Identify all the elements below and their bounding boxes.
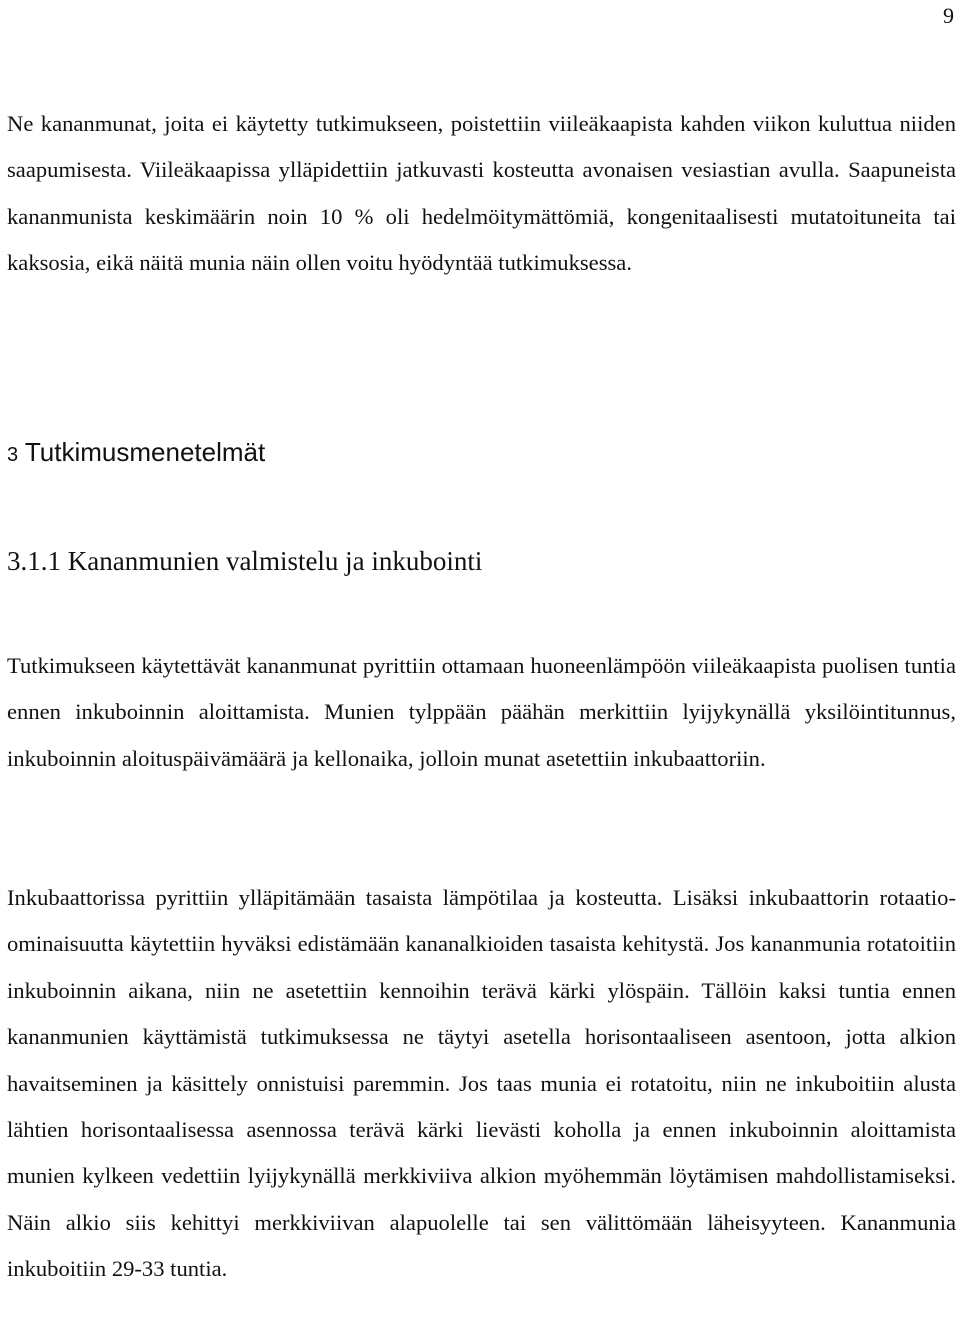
section-heading [7, 430, 265, 477]
section-number: 3 [7, 444, 19, 466]
page-number: 9 [943, 3, 954, 28]
paragraph-egg-preparation: Tutkimukseen käytettävät kananmunat pyrittiin ottamaan huoneenlämpöön viileäkaapista puolisen tuntia ennen inkuboinnin aloittamista. Munien tylppään päähän merkittiin lyijykynällä yksilöintitunnus, inkuboinnin aloituspäivämäärä ja kellonaika, jolloin munat asetettiin inkubaattoriin. [7, 653, 956, 771]
paragraph-incubation: Inkubaattorissa pyrittiin ylläpitämään tasaista lämpötilaa ja kosteutta. Lisäksi inkubaattorin rotaatio-ominaisuutta käytettiin hyväksi edistämään kananalkioiden tasaista kehitystä. Jos kananmunia rotatoitiin inkuboinnin aikana, niin ne asetettiin kennoihin terävä kärki ylöspäin. Tällöin kaksi tuntia ennen kananmunien käyttämistä tutkimuksessa ne täytyi asetella horisontaaliseen asentoon, jotta alkion havaitseminen ja käsittely onnistuisi paremmin. Jos taas munia ei rotatoitu, niin ne inkuboitiin alusta lähtien horisontaalisessa asennossa terävä kärki lievästi koholla ja ennen inkuboinnin aloittamista munien kylkeen vedettiin lyijykynällä merkkiviiva alkion myöhemmän löytämisen mahdollistamiseksi. Näin alkio siis kehittyi merkkiviivan alapuolelle tai sen välittömään läheisyyteen. Kananmunia inkuboitiin 29-33 tuntia. [7, 885, 956, 1282]
section-title: Tutkimusmenetelmät [24, 437, 266, 467]
subsection-heading: 3.1.1 Kananmunien valmistelu ja inkubointi [7, 546, 483, 576]
paragraph-egg-storage: Ne kananmunat, joita ei käytetty tutkimukseen, poistettiin viileäkaapista kahden viikon kuluttua niiden saapumisesta. Viileäkaapissa ylläpidettiin jatkuvasti kosteutta avonaisen vesiastian avulla. Saapuneista kananmunista keskimäärin noin 10 % oli hedelmöitymättömiä, kongenitaalisesti mutatoituneita tai kaksosia, eikä näitä munia näin ollen voitu hyödyntää tutkimuksessa. [7, 111, 956, 276]
